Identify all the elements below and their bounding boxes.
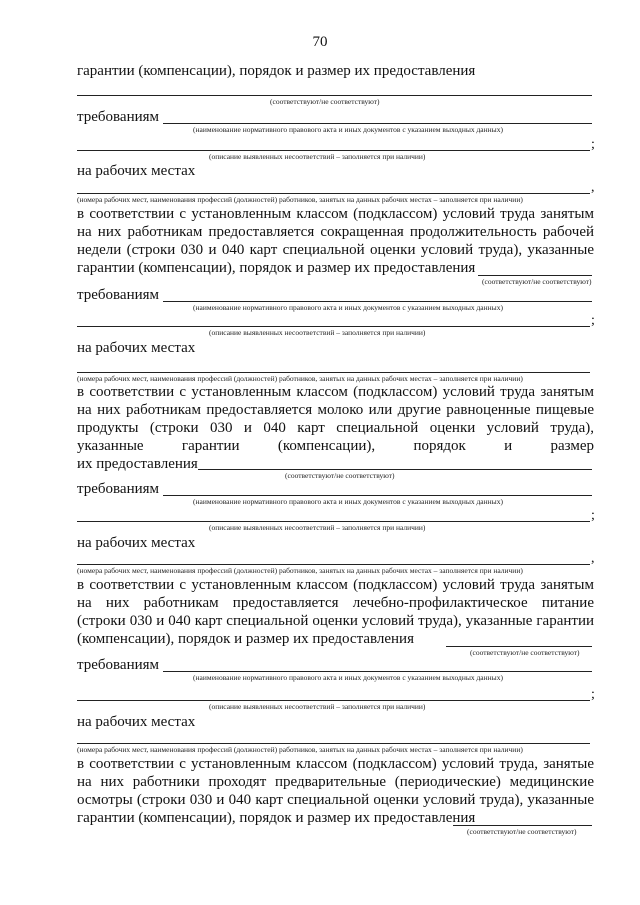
section-1-workplaces-caption: (номера рабочих мест, наименования профессий (должностей) работников, занятых на данных рабочих местах – заполняется при наличии) (77, 374, 523, 383)
section-2-semicolon: ; (591, 508, 595, 523)
section-1-compliance-blank[interactable] (478, 275, 592, 276)
section-2-compliance-blank[interactable] (198, 469, 592, 470)
section-3-line-3: (строки 030 и 040 карт специальной оценки условий труда), указанные гарантии (77, 613, 594, 629)
section-1-line-4: гарантии (компенсации), порядок и размер их предоставления (77, 260, 476, 276)
section-1-line-2: на них работникам предоставляется сокращенная продолжительность рабочей (77, 224, 594, 240)
section-1-requirements-label: требованиям (77, 287, 160, 303)
discrepancy-caption: (описание выявленных несоответствий – заполняется при наличии) (209, 152, 426, 161)
section-3-workplaces-blank[interactable] (77, 743, 590, 744)
section-2-requirements-label: требованиям (77, 481, 160, 497)
section-2-at-workplaces-label: на рабочих местах (77, 535, 196, 551)
workplaces-blank[interactable] (77, 193, 590, 194)
page-number: 70 (312, 34, 328, 50)
section-3-line-2: на них работникам предоставляется лечебно-профилактическое питание (77, 595, 594, 611)
section-2-comma: , (591, 551, 595, 566)
workplaces-caption: (номера рабочих мест, наименования профессий (должностей) работников, занятых на данных рабочих местах – заполняется при наличии) (77, 195, 523, 204)
section-4-line-4: гарантии (компенсации), порядок и размер их предоставления (77, 810, 476, 826)
section-3-line-1: в соответствии с установленным классом (подклассом) условий труда занятым (77, 577, 594, 593)
section-1-discrepancy-blank[interactable] (77, 326, 590, 327)
section-1-line-3: недели (строки 030 и 040 карт специальной оценки условий труда), указанные (77, 242, 594, 258)
semicolon: ; (591, 137, 595, 152)
section-2-line-1: в соответствии с установленным классом (подклассом) условий труда занятым (77, 384, 594, 400)
section-2-workplaces-caption: (номера рабочих мест, наименования профессий (должностей) работников, занятых на данных рабочих местах – заполняется при наличии) (77, 566, 523, 575)
section-2-line-5: их предоставления (77, 456, 198, 472)
section-2-line-3: продукты (строки 030 и 040 карт специальной оценки условий труда), (77, 420, 594, 436)
at-workplaces-label: на рабочих местах (77, 163, 196, 179)
section-4-line-2: на них работники проходят предварительные (периодические) медицинские (77, 774, 594, 790)
section-2-norm-act-caption: (наименование нормативного правового акта и иных документов с указанием выходных данных) (193, 497, 503, 506)
section-1-workplaces-blank[interactable] (77, 372, 590, 373)
section-4-line-3: осмотры (строки 030 и 040 карт специальной оценки условий труда), указанные (77, 792, 594, 808)
section-1-discrepancy-caption: (описание выявленных несоответствий – заполняется при наличии) (209, 328, 426, 337)
section-3-workplaces-caption: (номера рабочих мест, наименования профессий (должностей) работников, занятых на данных рабочих местах – заполняется при наличии) (77, 745, 523, 754)
section-2-discrepancy-caption: (описание выявленных несоответствий – заполняется при наличии) (209, 523, 426, 532)
section-2-discrepancy-blank[interactable] (77, 521, 590, 522)
section-3-at-workplaces-label: на рабочих местах (77, 714, 196, 730)
compliance-caption: (соответствуют/не соответствуют) (270, 97, 380, 106)
section-2-line-4: указанные гарантии (компенсации), порядок и размер (77, 438, 594, 454)
compliance-blank[interactable] (77, 95, 592, 96)
section-4-line-1: в соответствии с установленным классом (подклассом) условий труда, занятые (77, 756, 594, 772)
section-3-semicolon: ; (591, 687, 595, 702)
norm-act-blank[interactable] (163, 123, 592, 124)
section-2-line-2: на них работникам предоставляется молоко или другие равноценные пищевые (77, 402, 594, 418)
section-1-semicolon: ; (591, 313, 595, 328)
section-3-norm-act-caption: (наименование нормативного правового акта и иных документов с указанием выходных данных) (193, 673, 503, 682)
section-1-norm-act-caption: (наименование нормативного правового акта и иных документов с указанием выходных данных) (193, 303, 503, 312)
norm-act-caption: (наименование нормативного правового акта и иных документов с указанием выходных данных) (193, 125, 503, 134)
section-4-compliance-blank[interactable] (453, 825, 592, 826)
section-2-workplaces-blank[interactable] (77, 564, 590, 565)
section-3-norm-act-blank[interactable] (163, 671, 592, 672)
section-3-discrepancy-caption: (описание выявленных несоответствий – заполняется при наличии) (209, 702, 426, 711)
intro-line: гарантии (компенсации), порядок и размер их предоставления (77, 63, 476, 79)
section-3-compliance-blank[interactable] (446, 646, 592, 647)
section-3-requirements-label: требованиям (77, 657, 160, 673)
section-1-compliance-caption: (соответствуют/не соответствуют) (482, 277, 592, 286)
section-1-line-1: в соответствии с установленным классом (подклассом) условий труда занятым (77, 206, 594, 222)
section-3-discrepancy-blank[interactable] (77, 700, 590, 701)
section-1-norm-act-blank[interactable] (163, 301, 592, 302)
section-3-line-4: (компенсации), порядок и размер их предоставления (77, 631, 414, 647)
section-2-compliance-caption: (соответствуют/не соответствуют) (285, 471, 395, 480)
section-1-at-workplaces-label: на рабочих местах (77, 340, 196, 356)
comma: , (591, 180, 595, 195)
section-2-norm-act-blank[interactable] (163, 495, 592, 496)
section-3-compliance-caption: (соответствуют/не соответствуют) (470, 648, 580, 657)
section-4-compliance-caption: (соответствуют/не соответствуют) (467, 827, 577, 836)
requirements-label: требованиям (77, 109, 160, 125)
discrepancy-blank[interactable] (77, 150, 590, 151)
